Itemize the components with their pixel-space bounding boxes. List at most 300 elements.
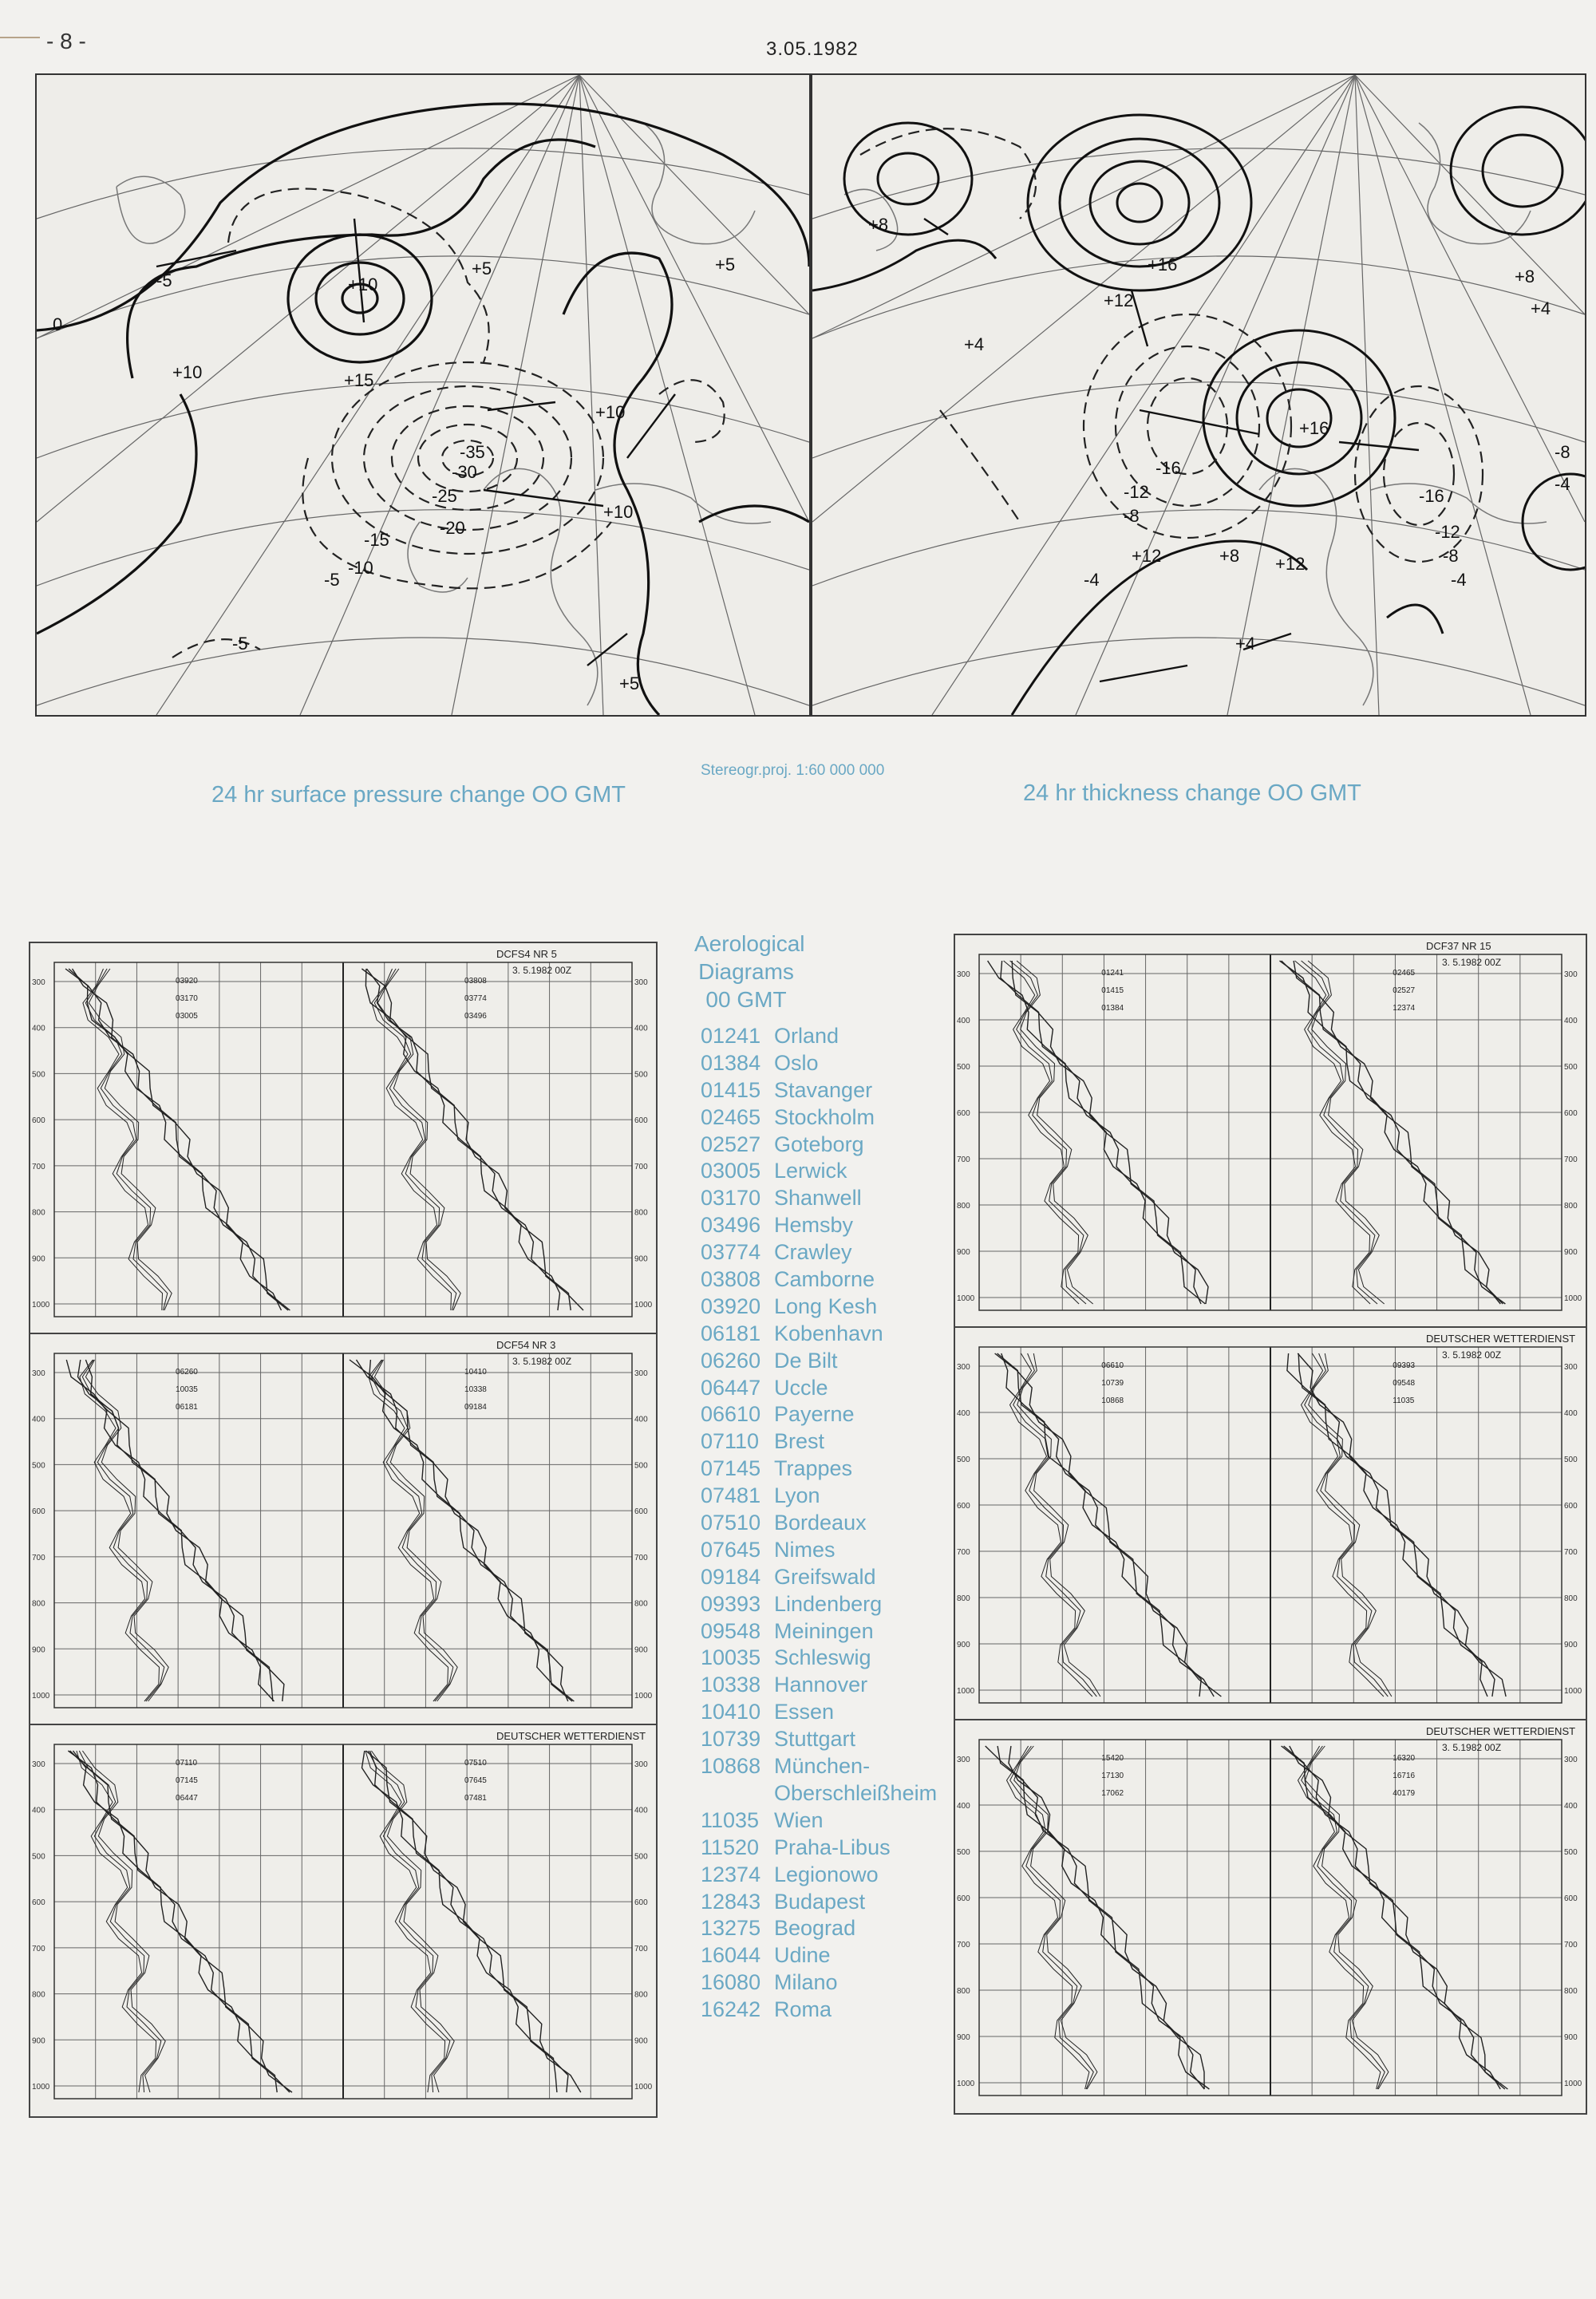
pressure-level-label: 800 [1564, 1202, 1578, 1211]
pressure-level-label: 300 [1564, 970, 1578, 979]
pressure-level-label: 700 [634, 1162, 648, 1171]
station-entry [701, 1835, 937, 1862]
station-entry [701, 1726, 937, 1753]
diagram-date: 3. 5.1982 00Z [1442, 1349, 1502, 1361]
aerological-diagram-6 [954, 1719, 1587, 2115]
station-code: 06447 [701, 1375, 761, 1400]
station-code: 13275 [701, 1916, 761, 1941]
contour-label: -16 [1419, 486, 1444, 506]
aerological-diagram-4 [954, 934, 1587, 1329]
station-entry [701, 1239, 937, 1266]
diagram-station-code: 02465 [1393, 969, 1416, 978]
station-name: Meiningen [774, 1618, 874, 1643]
pressure-level-label: 700 [32, 1944, 45, 1953]
station-entry [701, 1401, 937, 1428]
diagram-station-code: 03005 [176, 1012, 198, 1021]
station-code: 03808 [701, 1267, 761, 1292]
aerological-legend-title [694, 930, 805, 1013]
contour-label: -4 [1451, 570, 1467, 590]
contour-label: -35 [460, 442, 485, 462]
dewpoint-profile [1306, 1746, 1389, 2089]
station-entry [701, 1510, 937, 1537]
contour-label: -8 [1555, 442, 1570, 462]
pressure-level-label: 800 [32, 1208, 45, 1218]
station-name: Oberschleißheim [774, 1780, 938, 1805]
diagram-station-code: 01415 [1101, 986, 1124, 995]
diagram-station-code: 06181 [176, 1403, 198, 1412]
skewt-chart [30, 1334, 656, 1725]
station-name: Brest [774, 1429, 825, 1454]
contour-label: +10 [595, 402, 626, 422]
station-name: Praha-Libus [774, 1835, 891, 1859]
pressure-level-label: 900 [957, 2033, 970, 2042]
dewpoint-profile [374, 969, 456, 1310]
dewpoint-profile [377, 969, 460, 1310]
station-entry [701, 1348, 937, 1375]
temperature-profile [1287, 1353, 1487, 1697]
dewpoint-profile [1308, 961, 1385, 1304]
diagram-header: DCF54 NR 3 [496, 1339, 556, 1351]
pressure-level-label: 600 [32, 1507, 45, 1517]
contour-label: -25 [432, 486, 457, 506]
pressure-level-label: 600 [957, 1109, 970, 1118]
pressure-level-label: 300 [1564, 1363, 1578, 1372]
diagram-station-code: 12374 [1393, 1004, 1416, 1013]
station-entry [701, 1564, 937, 1591]
diagram-station-code: 01241 [1101, 969, 1124, 978]
station-entry [701, 1780, 937, 1807]
pressure-level-label: 400 [32, 1415, 45, 1424]
diagram-header: DEUTSCHER WETTERDIENST [1426, 1725, 1576, 1737]
pressure-level-label: 700 [634, 1944, 648, 1953]
dewpoint-profile [77, 1751, 156, 2092]
pressure-level-label: 600 [32, 1898, 45, 1908]
pressure-level-label: 900 [957, 1248, 970, 1257]
map-coastlines [844, 123, 1547, 705]
station-code: 06610 [701, 1402, 761, 1427]
diagram-header: DEUTSCHER WETTERDIENST [496, 1730, 646, 1742]
pressure-level-label: 400 [634, 1806, 648, 1815]
dewpoint-profile [82, 1360, 164, 1701]
diagram-station-code: 15420 [1101, 1754, 1124, 1763]
pressure-level-label: 800 [957, 1987, 970, 1996]
pressure-level-label: 400 [957, 1802, 970, 1811]
station-code: 10035 [701, 1645, 761, 1670]
diagram-station-code: 10868 [1101, 1396, 1124, 1405]
pressure-level-label: 300 [32, 1760, 45, 1769]
page-number-rule [0, 37, 40, 38]
diagram-station-code: 06447 [176, 1794, 198, 1803]
contour-label: +5 [619, 674, 640, 693]
contour-label: -8 [1124, 506, 1140, 526]
contour-label: +16 [1148, 255, 1178, 275]
temperature-profile [66, 1360, 274, 1701]
pressure-level-label: 800 [957, 1202, 970, 1211]
dewpoint-profile [79, 1751, 161, 2092]
page-number: - 8 - [46, 29, 86, 53]
station-entry [701, 1266, 937, 1294]
aerological-diagram-1 [29, 942, 658, 1336]
dewpoint-profile [368, 1751, 450, 2092]
map-graticule [37, 75, 809, 715]
pressure-level-label: 800 [32, 1990, 45, 2000]
pressure-level-label: 900 [32, 2036, 45, 2046]
pressure-level-label: 1000 [634, 1301, 653, 1309]
station-entry [701, 1456, 937, 1483]
station-entry [701, 1077, 937, 1104]
pressure-level-label: 300 [957, 1756, 970, 1764]
station-entry [701, 1023, 937, 1050]
dewpoint-profile [365, 1751, 445, 2092]
dewpoint-profile [1010, 961, 1086, 1304]
station-name: Long Kesh [774, 1294, 878, 1318]
pressure-level-label: 1000 [634, 2083, 653, 2092]
station-entry [701, 1997, 937, 2024]
station-name: Hannover [774, 1673, 868, 1697]
pressure-level-label: 300 [957, 1363, 970, 1372]
station-name: Stavanger [774, 1077, 873, 1102]
dewpoint-profile [1014, 1746, 1097, 2089]
contour-label: -4 [1084, 570, 1100, 590]
pressure-level-label: 600 [634, 1898, 648, 1908]
diagram-station-code: 03808 [464, 977, 487, 986]
diagram-station-code: 40179 [1393, 1789, 1416, 1798]
station-name: Crawley [774, 1240, 852, 1265]
contour-label: -16 [1156, 458, 1181, 478]
station-name: Wien [774, 1807, 824, 1832]
station-code: 02465 [701, 1104, 761, 1129]
station-code: 01384 [701, 1050, 761, 1075]
pressure-level-label: 1000 [957, 1687, 975, 1696]
station-code: 03774 [701, 1240, 761, 1265]
station-entry [701, 1942, 937, 1969]
diagram-station-code: 16716 [1393, 1772, 1416, 1780]
dewpoint-profile [85, 969, 168, 1310]
pressure-level-label: 300 [1564, 1756, 1578, 1764]
station-entry [701, 1294, 937, 1321]
station-code: 03005 [701, 1159, 761, 1183]
station-entry [701, 1321, 937, 1348]
thickness-map-svg [812, 75, 1585, 715]
station-entry [701, 1862, 937, 1889]
surface-pressure-caption: 24 hr surface pressure change OO GMT [211, 782, 626, 808]
pressure-level-label: 600 [957, 1894, 970, 1903]
pressure-level-label: 600 [634, 1507, 648, 1517]
pressure-level-label: 300 [634, 1760, 648, 1769]
pressure-level-label: 700 [1564, 1941, 1578, 1949]
diagram-station-code: 10338 [464, 1385, 487, 1394]
dewpoint-profile [1302, 1746, 1385, 2089]
station-code: 16080 [701, 1970, 761, 1995]
dewpoint-profile [1298, 1746, 1381, 2089]
station-code: 01415 [701, 1077, 761, 1102]
station-code: 16044 [701, 1943, 761, 1968]
dewpoint-profile [1004, 961, 1080, 1304]
station-name: Legionowo [774, 1862, 879, 1886]
pressure-level-label: 800 [634, 1208, 648, 1218]
pressure-level-label: 700 [1564, 1548, 1578, 1557]
station-entry [701, 1618, 937, 1645]
station-entry [701, 1699, 937, 1726]
diagram-station-code: 17130 [1101, 1772, 1124, 1780]
skewt-chart [30, 1725, 656, 2116]
pressure-level-label: 400 [1564, 1802, 1578, 1811]
station-entry [701, 1645, 937, 1672]
station-name: Budapest [774, 1889, 866, 1914]
page-date: 3.05.1982 [766, 38, 859, 60]
station-entry [701, 1428, 937, 1456]
contour-label: +15 [344, 370, 374, 390]
legend-title-line: Diagrams [698, 959, 794, 984]
contour-label: -10 [348, 558, 373, 578]
station-entry [701, 1753, 937, 1780]
diagram-station-code: 06260 [176, 1368, 198, 1377]
map-isallobars-negative [172, 189, 725, 658]
contour-label: -30 [452, 462, 477, 482]
station-name: Oslo [774, 1050, 819, 1075]
station-code: 11035 [701, 1807, 760, 1832]
station-entry [701, 1212, 937, 1239]
station-name: Schleswig [774, 1645, 871, 1670]
station-entry [701, 1185, 937, 1212]
diagram-station-code: 03774 [464, 994, 487, 1003]
contour-label: +8 [1515, 267, 1535, 286]
station-code: 06181 [701, 1321, 761, 1345]
station-entry [701, 1158, 937, 1185]
skewt-chart [955, 1328, 1586, 1720]
contour-label: +16 [1299, 418, 1329, 438]
contour-label: +4 [1531, 298, 1551, 318]
station-code: 10410 [701, 1700, 761, 1724]
station-name: Trappes [774, 1456, 853, 1481]
pressure-level-label: 400 [957, 1017, 970, 1025]
dewpoint-profile [1302, 1353, 1384, 1697]
skewt-chart [30, 943, 656, 1334]
diagram-date: 3. 5.1982 00Z [512, 965, 572, 976]
sounding-profiles [66, 1360, 574, 1701]
station-code: 09548 [701, 1618, 761, 1643]
dewpoint-profile [1295, 961, 1371, 1304]
dewpoint-profile [1010, 1746, 1094, 2089]
pressure-level-label: 800 [634, 1990, 648, 2000]
pressure-level-label: 500 [1564, 1848, 1578, 1857]
pressure-level-label: 800 [1564, 1987, 1578, 1996]
contour-label: -5 [156, 271, 172, 290]
pressure-level-label: 400 [1564, 1409, 1578, 1418]
pressure-level-label: 900 [1564, 1641, 1578, 1649]
station-name: Stuttgart [774, 1727, 856, 1752]
pressure-level-label: 600 [1564, 1109, 1578, 1118]
station-code: 03170 [701, 1186, 761, 1211]
pressure-level-label: 700 [1564, 1155, 1578, 1164]
map-thickness-positive [812, 107, 1585, 715]
contour-label: +8 [868, 215, 889, 235]
pressure-level-label: 700 [32, 1553, 45, 1562]
dewpoint-profile [1305, 1353, 1389, 1697]
diagram-station-code: 07481 [464, 1794, 487, 1803]
station-name: Uccle [774, 1375, 828, 1400]
station-name: Nimes [774, 1537, 836, 1562]
sounding-profiles [995, 1353, 1507, 1697]
diagram-station-code: 01384 [1101, 1004, 1124, 1013]
contour-label: -20 [440, 518, 465, 538]
station-name: Lindenberg [774, 1591, 883, 1616]
pressure-level-label: 700 [957, 1155, 970, 1164]
sounding-profiles [65, 969, 583, 1310]
temperature-profile [362, 1751, 557, 2092]
map-thickness-negative [860, 128, 1483, 562]
station-code: 09184 [701, 1564, 761, 1589]
pressure-level-label: 1000 [957, 2080, 975, 2088]
dewpoint-profile [374, 1360, 457, 1701]
contour-label: +10 [603, 502, 634, 522]
station-code: 02527 [701, 1132, 761, 1156]
pressure-level-label: 1000 [32, 1692, 50, 1701]
pressure-level-label: 900 [634, 2036, 648, 2046]
pressure-level-label: 600 [1564, 1894, 1578, 1903]
pressure-level-label: 900 [1564, 2033, 1578, 2042]
pressure-level-label: 900 [957, 1641, 970, 1649]
contour-label: 0 [53, 314, 63, 334]
dewpoint-profile [1309, 1353, 1392, 1697]
diagram-date: 3. 5.1982 00Z [1442, 1742, 1502, 1753]
station-entry [701, 1915, 937, 1942]
pressure-level-label: 500 [957, 1063, 970, 1072]
pressure-level-label: 700 [957, 1941, 970, 1949]
station-entry [701, 1672, 937, 1699]
pressure-level-label: 500 [1564, 1456, 1578, 1464]
station-name: Greifswald [774, 1564, 876, 1589]
pressure-level-label: 500 [957, 1848, 970, 1857]
station-name: Goteborg [774, 1132, 864, 1156]
pressure-level-label: 600 [32, 1116, 45, 1126]
pressure-level-label: 500 [957, 1456, 970, 1464]
pressure-level-label: 600 [634, 1116, 648, 1126]
station-name: Lerwick [774, 1159, 847, 1183]
pressure-level-label: 300 [634, 978, 648, 987]
station-code: 10868 [701, 1754, 761, 1779]
station-code: 07510 [701, 1511, 761, 1535]
station-name: Bordeaux [774, 1511, 867, 1535]
station-entry [701, 1104, 937, 1132]
diagram-station-code: 10035 [176, 1385, 198, 1394]
thickness-caption: 24 hr thickness change OO GMT [1023, 780, 1361, 806]
station-name: Stockholm [774, 1104, 875, 1129]
station-name: München- [774, 1754, 871, 1779]
station-entry [701, 1050, 937, 1077]
pressure-level-label: 500 [634, 1070, 648, 1080]
pressure-level-label: 500 [32, 1461, 45, 1471]
dewpoint-profile [371, 1751, 454, 2092]
pressure-level-label: 600 [1564, 1502, 1578, 1511]
station-code: 01241 [701, 1024, 761, 1048]
aerological-diagram-3 [29, 1724, 658, 2118]
pressure-level-label: 800 [634, 1599, 648, 1609]
thickness-change-map [811, 73, 1586, 717]
diagram-station-code: 03170 [176, 994, 198, 1003]
pressure-level-label: 300 [32, 978, 45, 987]
station-name: Lyon [774, 1483, 820, 1508]
pressure-level-label: 500 [634, 1461, 648, 1471]
station-code: 03496 [701, 1213, 761, 1238]
legend-title-line: Aerological [694, 931, 805, 956]
pressure-level-label: 500 [32, 1852, 45, 1862]
skewt-chart [955, 1720, 1586, 2113]
station-entry [701, 1591, 937, 1618]
diagram-station-code: 11035 [1393, 1396, 1415, 1405]
diagram-date: 3. 5.1982 00Z [512, 1356, 572, 1367]
station-code: 07110 [701, 1429, 760, 1454]
temperature-profile [986, 1746, 1210, 2089]
pressure-level-label: 900 [32, 1645, 45, 1655]
contour-label: +12 [1132, 546, 1162, 566]
map-graticule [812, 75, 1585, 715]
station-name: Milano [774, 1970, 838, 1995]
contour-label: +4 [1235, 634, 1256, 654]
station-code: 12843 [701, 1889, 761, 1914]
station-code: 06260 [701, 1348, 761, 1373]
dewpoint-profile [89, 969, 172, 1310]
pressure-level-label: 400 [634, 1415, 648, 1424]
station-name: Kobenhavn [774, 1321, 883, 1345]
pressure-level-label: 900 [1564, 1248, 1578, 1257]
pressure-level-label: 1000 [32, 2083, 50, 2092]
pressure-level-label: 1000 [957, 1294, 975, 1303]
contour-label: +10 [348, 275, 378, 294]
temperature-profile [988, 961, 1206, 1304]
station-code: 07645 [701, 1537, 761, 1562]
diagram-station-code: 07145 [176, 1776, 198, 1785]
contour-label: -12 [1124, 482, 1149, 502]
station-name: Shanwell [774, 1186, 862, 1211]
dewpoint-profile [1302, 961, 1377, 1304]
contour-label: +10 [172, 362, 203, 382]
pressure-level-label: 700 [634, 1553, 648, 1562]
pressure-level-label: 400 [32, 1024, 45, 1033]
sounding-profiles [68, 1751, 580, 2092]
station-entry [701, 1889, 937, 1916]
contour-label: -4 [1555, 474, 1570, 494]
pressure-level-label: 1000 [1564, 2080, 1582, 2088]
sounding-profiles [988, 961, 1506, 1304]
pressure-level-label: 300 [32, 1369, 45, 1378]
diagram-header: DCFS4 NR 5 [496, 948, 557, 960]
diagram-station-code: 10410 [464, 1368, 487, 1377]
diagram-station-code: 07645 [464, 1776, 487, 1785]
dewpoint-profile [85, 1360, 168, 1701]
pressure-level-label: 1000 [1564, 1294, 1582, 1303]
diagram-station-code: 09184 [464, 1403, 487, 1412]
pressure-level-label: 1000 [1564, 1687, 1582, 1696]
aerological-diagram-2 [29, 1333, 658, 1727]
skewt-chart [955, 935, 1586, 1328]
station-name: Essen [774, 1700, 835, 1724]
diagram-station-code: 09393 [1393, 1361, 1416, 1370]
diagram-station-code: 07110 [176, 1759, 198, 1768]
legend-title-line: 00 GMT [705, 987, 787, 1012]
projection-note: Stereogr.proj. 1:60 000 000 [701, 762, 885, 779]
station-name: Udine [774, 1943, 831, 1968]
diagram-station-code: 10739 [1101, 1379, 1124, 1388]
dewpoint-profile [371, 1360, 453, 1701]
station-name: Hemsby [774, 1213, 854, 1238]
pressure-level-label: 1000 [32, 1301, 50, 1309]
map-track-arrows [924, 219, 1419, 681]
pressure-level-label: 400 [1564, 1017, 1578, 1025]
dewpoint-profile [1013, 1353, 1097, 1697]
map-track-arrows [156, 219, 675, 666]
diagram-station-code: 17062 [1101, 1789, 1124, 1798]
